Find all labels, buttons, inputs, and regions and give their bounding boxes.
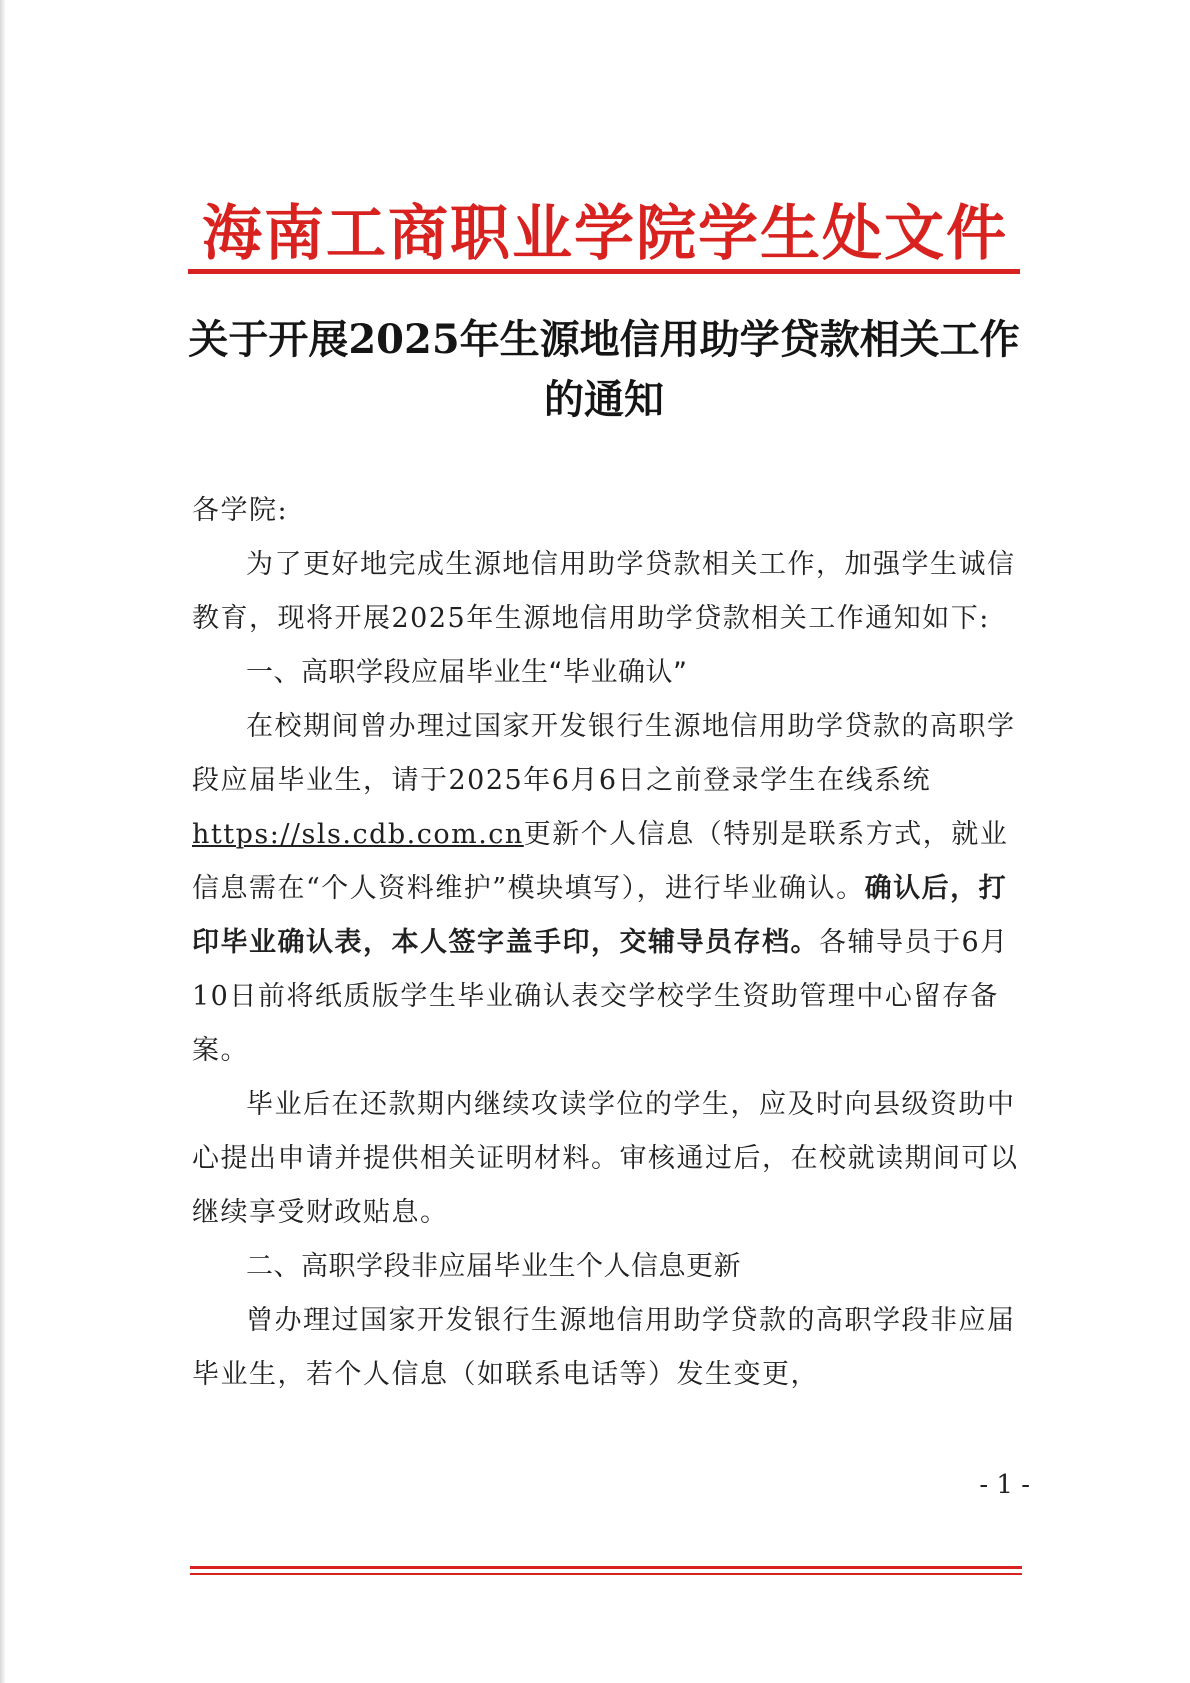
footer-red-rule-bottom (190, 1573, 1022, 1575)
section-1-paragraph-1 (192, 700, 1022, 1078)
section-1-heading: 一、高职学段应届毕业生“毕业确认” (246, 657, 688, 688)
document-title-line-1: 关于开展2025年生源地信用助学贷款相关工作 (188, 316, 1020, 363)
page-edge-shadow (0, 0, 6, 1683)
section-2-heading: 二、高职学段非应届毕业生个人信息更新 (246, 1251, 741, 1282)
masthead-title: 海南工商职业学院学生处文件 (202, 199, 1008, 269)
section-1-text-b: 更新个人信息（特别是联系方式，就业信息需在“个人资料维护”模块填写），进行毕业确认。 (192, 819, 1009, 904)
footer-red-rule-top (190, 1566, 1022, 1569)
masthead-red-rule (188, 269, 1020, 274)
section-1-bold-text: 确认后，打印毕业确认表，本人签字盖手印，交辅导员存档。 (192, 873, 1008, 958)
document-body (192, 484, 1022, 1402)
section-1-text-c: 各辅导员于6月10日前将纸质版学生毕业确认表交学校学生资助管理中心留存备案。 (192, 927, 1009, 1066)
section-1-paragraph-2: 毕业后在还款期内继续攻读学位的学生，应及时向县级资助中心提出申请并提供相关证明材料。审核通过后，在校就读期间可以继续享受财政贴息。 (192, 1089, 1019, 1228)
section-1-text-a: 在校期间曾办理过国家开发银行生源地信用助学贷款的高职学段应届毕业生，请于2025年6月6日之前登录学生在线系统 (192, 711, 1016, 796)
salutation: 各学院: (192, 495, 289, 526)
document-title-line-2: 的通知 (544, 376, 664, 423)
student-online-system-link[interactable]: https://sls.cdb.com.cn (192, 819, 524, 850)
document-title (188, 310, 1020, 430)
page-number: - 1 - (979, 1470, 1030, 1500)
intro-paragraph: 为了更好地完成生源地信用助学贷款相关工作，加强学生诚信教育，现将开展2025年生源地信用助学贷款相关工作通知如下: (192, 549, 1016, 634)
section-2-paragraph-1: 曾办理过国家开发银行生源地信用助学贷款的高职学段非应届毕业生，若个人信息（如联系电话等）发生变更， (192, 1305, 1016, 1390)
